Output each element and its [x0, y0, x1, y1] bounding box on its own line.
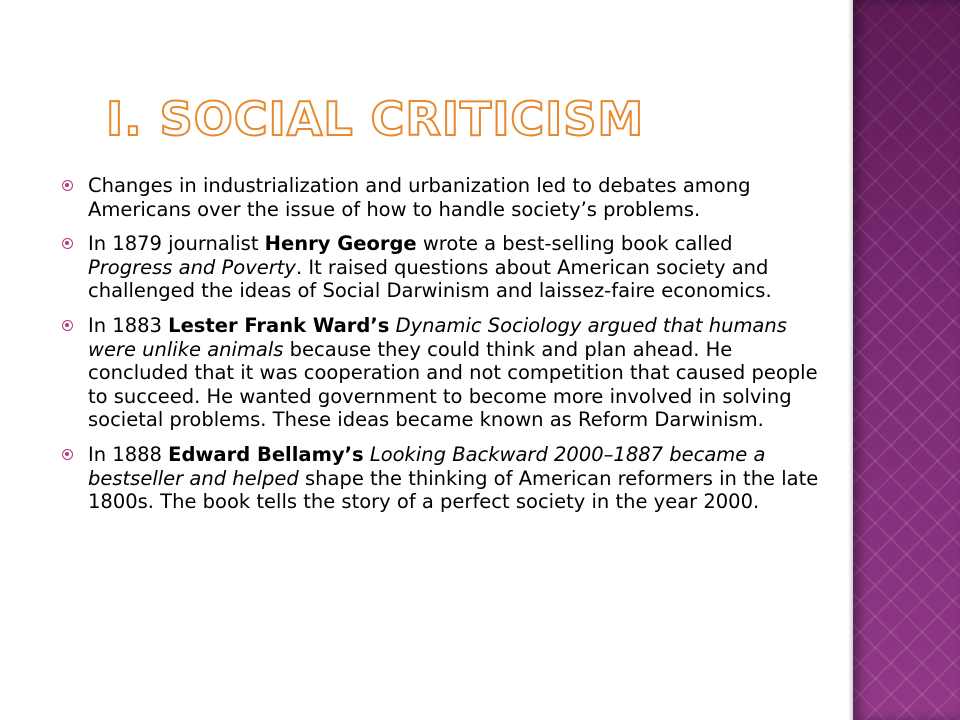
bullet-4-text-b: shape the thinking of American reformers in the late 1800s. The book tells the story of a perfect society in the year 2000. [88, 466, 819, 514]
bullet-4-name-bellamy: Edward Bellamy’s [168, 442, 364, 466]
bullet-3-italic-text: Dynamic Sociology argued that humans were unlike animals [88, 313, 787, 361]
decorative-side-band [853, 0, 960, 720]
bullet-2-text-a: In 1879 journalist [88, 232, 265, 256]
bullet-1-text: Changes in industrialization and urbanization led to debates among Americans over the issue of how to handle society’s problems. [88, 174, 751, 221]
bullet-item-4 [62, 443, 822, 514]
bullet-3-name-lester-ward: Lester Frank Ward’s [168, 313, 390, 337]
bullet-ring-icon [62, 449, 73, 460]
bullet-ring-icon [62, 180, 73, 191]
bullet-3-text-b: because they could think and plan ahead. He concluded that it was cooperation and not competition that caused people to succeed. He wanted government to become more involved in solving societal problems. These ideas became known as Reform Darwinism. [88, 337, 818, 432]
bullet-ring-icon [62, 320, 73, 331]
bullet-item-2 [62, 232, 822, 303]
bullet-4-text-a: In 1888 [88, 442, 169, 466]
bullet-2-book-title: Progress and Poverty [88, 255, 296, 279]
bullet-item-3 [62, 314, 822, 432]
bullet-list [62, 174, 822, 525]
bullet-2-name-henry-george: Henry George [264, 232, 417, 256]
bullet-2-text-b: wrote a best-selling book called [416, 232, 733, 256]
bullet-2-text-c: . It raised questions about American society and challenged the ideas of Social Darwinism and laissez-faire economics. [88, 255, 772, 303]
bullet-4-italic-text: Looking Backward 2000–1887 became a bestseller and helped [88, 442, 766, 490]
slide-title: I. SOCIAL CRITICISM [106, 92, 645, 146]
bullet-item-1 [62, 174, 822, 221]
bullet-3-text-a: In 1883 [88, 313, 169, 337]
bullet-ring-icon [62, 238, 73, 249]
